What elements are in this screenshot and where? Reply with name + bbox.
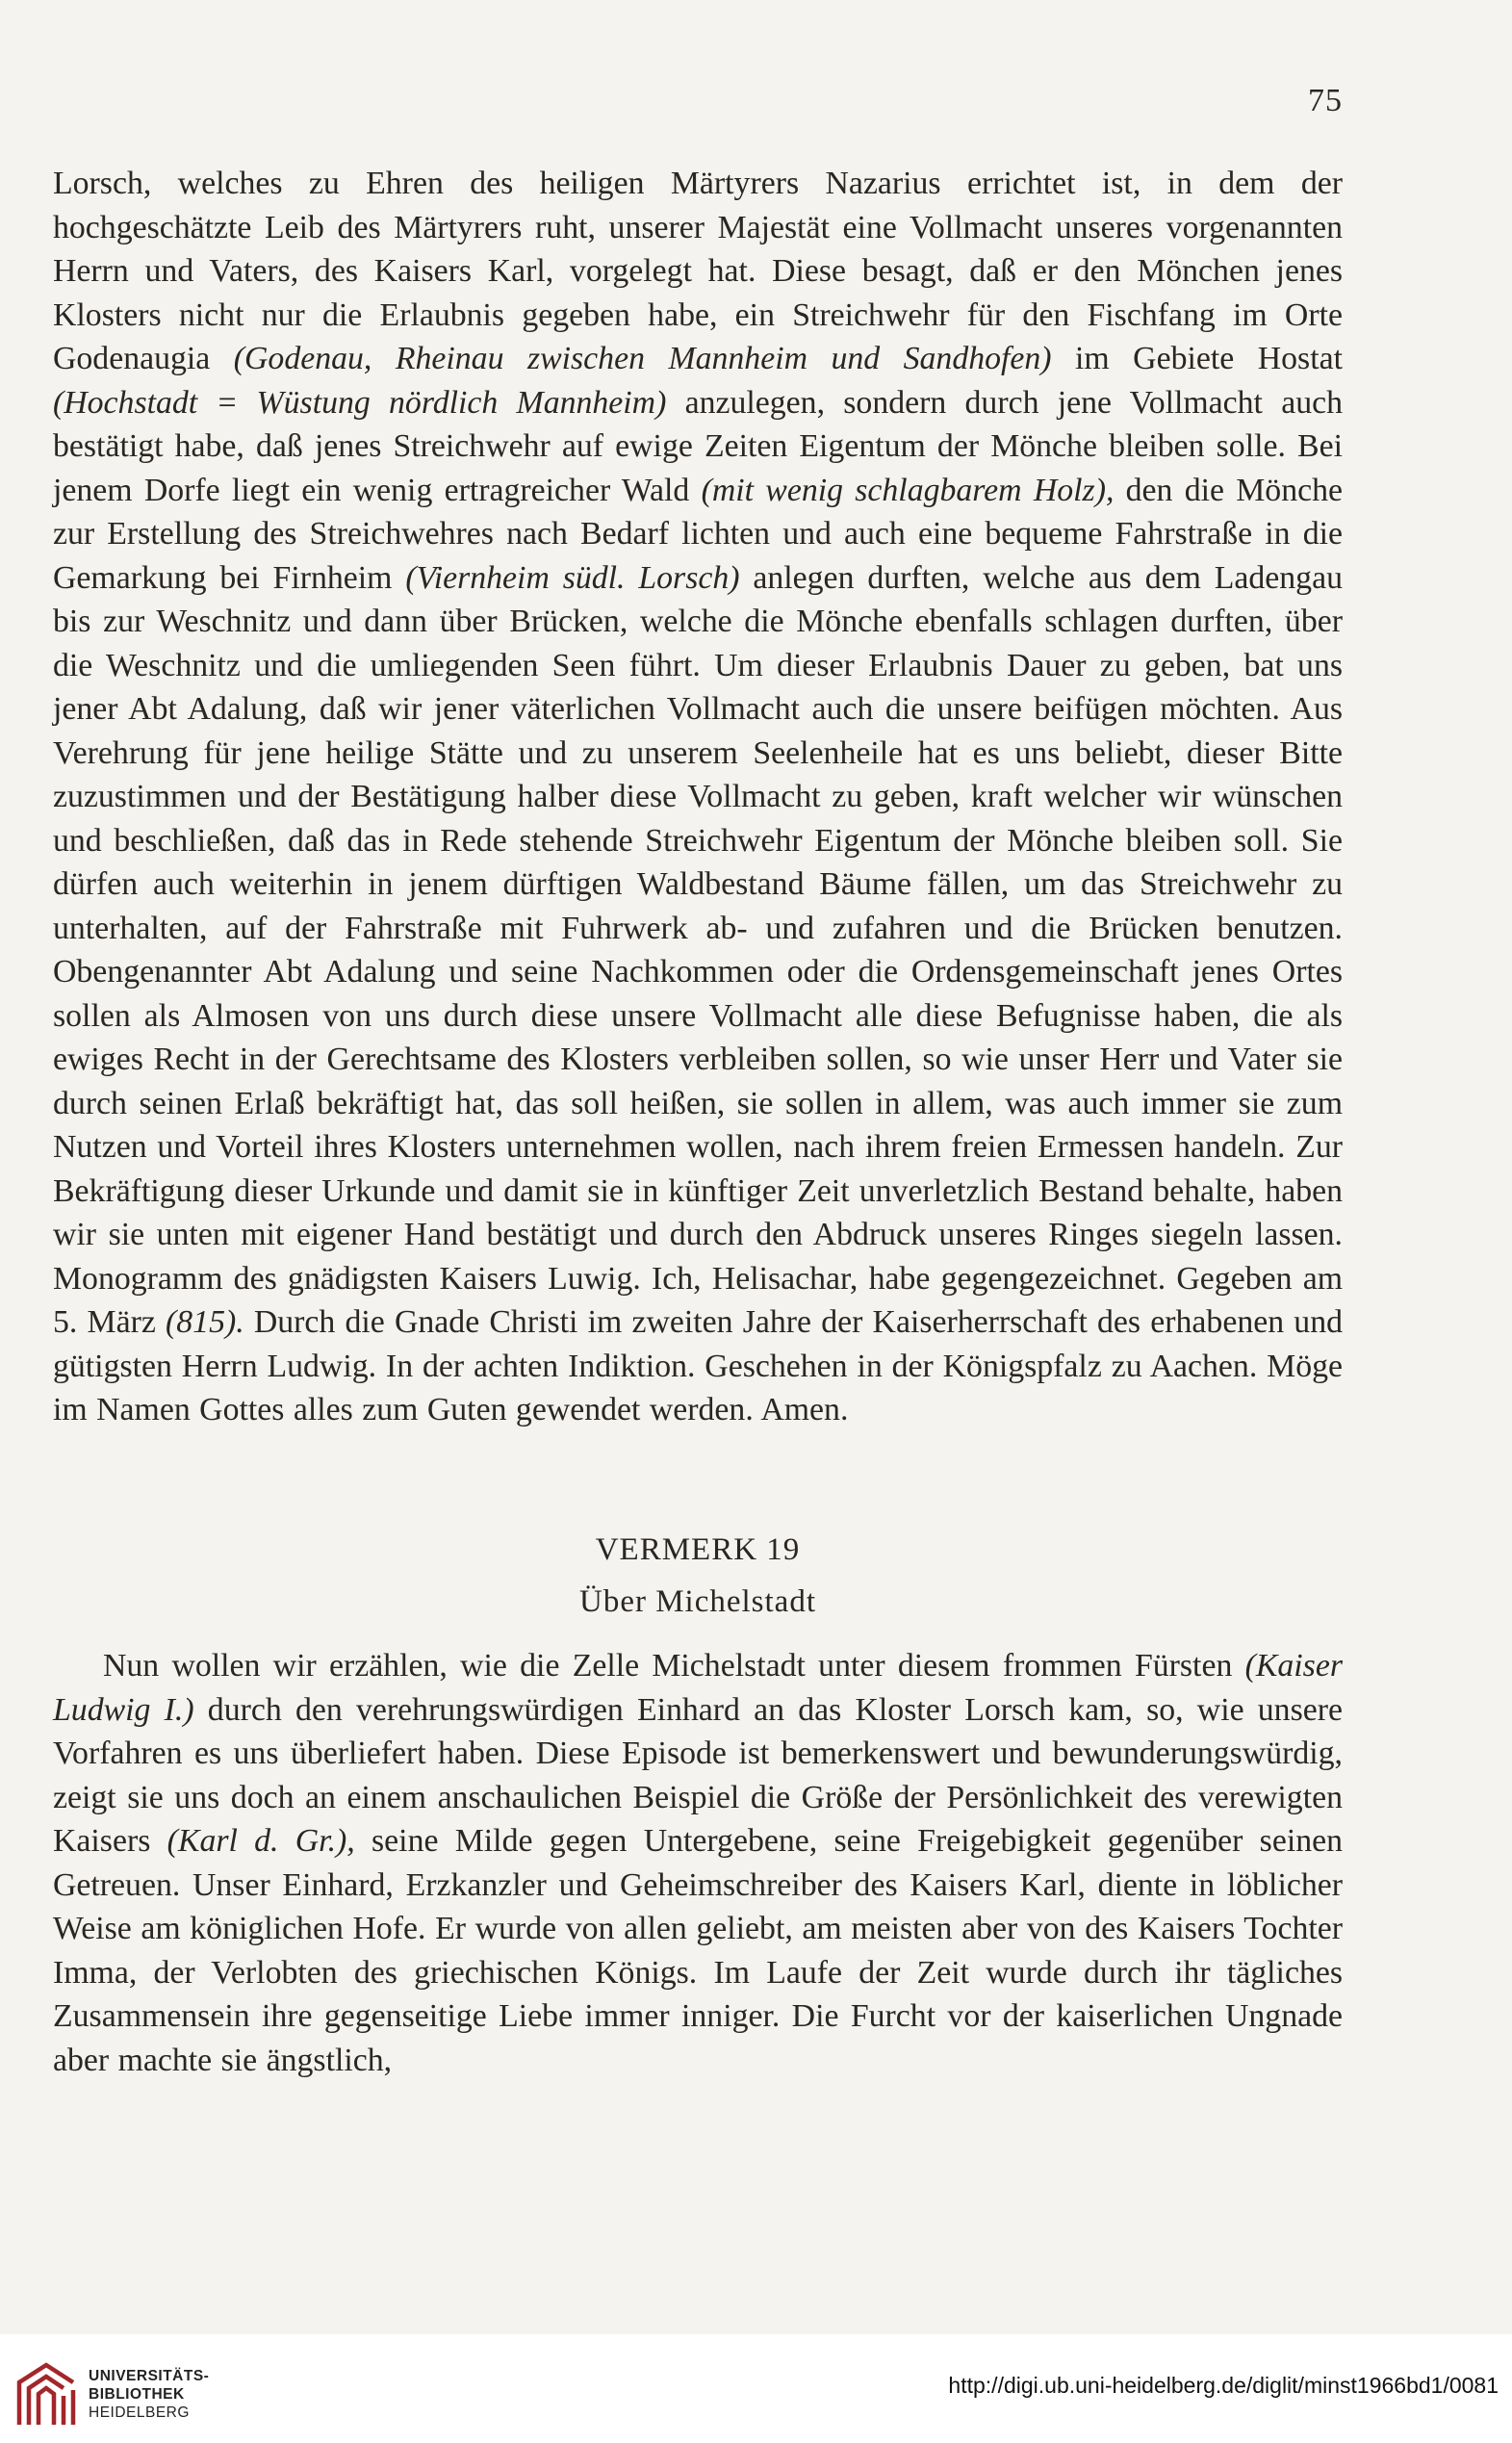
paragraph-text [53,1644,1343,2082]
text-run: Nun wollen wir erzählen, wie die Zelle Michelstadt unter diesem frommen Fürsten [103,1648,1245,1684]
library-name-line: BIBLIOTHEK [89,2386,185,2403]
library-name-line: UNIVERSITÄTS- [89,2368,210,2384]
italic-annotation: (Karl d. Gr.), [167,1823,355,1859]
text-run: seine Milde gegen Untergebene, seine Freigebigkeit gegenüber seinen Getreuen. Unser Einhard, Erzkanzler und Geheimschreiber des Kaisers Karl, diente in löblicher Weise am königlichen Hofe. Er wurde von allen geliebt, am meisten aber von des Kaisers Tochter Imma, der Verlobten des griechischen Königs. Im Laufe der Zeit wurde durch ihr tägliches Zusammensein ihre gegenseitige Liebe immer inniger. Die Furcht vor der kaiserlichen Ungnade aber machte sie ängstlich, [53,1823,1344,2078]
text-run: anlegen durften, welche aus dem Ladengau bis zur Weschnitz und dann über Brücken, welche die Mönche ebenfalls schlagen durften, über die Weschnitz und die umliegenden Seen führt. Um dieser Erlaubnis Dauer zu geben, bat uns jener Abt Adalung, daß wir jener väterlichen Vollmacht auch die unsere beifügen möchten. Aus Verehrung für jene heilige Stätte und zu unserem Seelenheile hat es uns beliebt, dieser Bitte zuzustimmen und der Bestätigung halber diese Vollmacht zu geben, kraft welcher wir wünschen und beschließen, daß das in Rede stehende Streichwehr Eigentum der Mönche bleiben soll. Sie dürfen auch weiterhin in jenem dürftigen Waldbestand Bäume fällen, um das Streichwehr zu unterhalten, auf der Fahrstraße mit Fuhrwerk ab- und zufahren und die Brücken benutzen. Obengenannter Abt Adalung und seine Nachkommen oder die Ordensgemeinschaft jenes Ortes sollen als Almosen von uns durch diese unsere Vollmacht alle diese Befugnisse haben, die als ewiges Recht in der Gerechtsame des Klosters verbleiben sollen, so wie unser Herr und Vater sie durch seinen Erlaß bekräftigt hat, das soll heißen, sie sollen in allem, was auch immer sie zum Nutzen und Vorteil ihres Klosters unternehmen wollen, nach ihrem freien Ermessen handeln. Zur Bekräftigung dieser Urkunde und damit sie in künftiger Zeit unverletzlich Bestand behalte, haben wir sie unten mit eigener Hand bestätigt und durch den Abdruck unseres Ringes siegeln lassen. Monogramm des gnädigsten Kaisers Luwig. Ich, Helisachar, habe gegengezeichnet. Gegeben am 5. März [53,559,1343,1340]
text-run: anzulegen, sondern durch jene Vollmacht auch bestätigt habe, daß jenes Streichwehr auf ewige Zeiten Eigentum der Mönche bleiben solle. Bei jenem Dorfe liegt ein wenig ertragreicher Wald [53,384,1343,508]
text-run: den die Mönche zur Erstellung des Streichwehres nach Bedarf lichten und auch eine bequeme Fahrstraße in die Gemarkung bei Firnheim [53,472,1343,596]
section-heading: VERMERK 19 [595,1532,801,1567]
italic-annotation: (Viernheim südl. Lorsch) [405,559,740,596]
italic-annotation: (mit wenig schlagbarem Holz), [701,472,1115,508]
page-number: 75 [1308,83,1343,118]
text-run: durch den verehrungswürdigen Einhard an das Kloster Lorsch kam, so, wie unsere Vorfahren es uns überliefert haben. Diese Episode ist bemerkenswert und bewunderungswürdig, zeigt sie uns doch an einem anschaulichen Beispiel die Größe der Persönlichkeit des verewigten Kaisers [53,1691,1343,1859]
text-run: Lorsch, welches zu Ehren des heiligen Märtyrers Nazarius errichtet ist, in dem der hochgeschätzte Leib des Märtyrers ruht, unserer Majestät eine Vollmacht unseres vorgenannten Herrn und Vaters, des Kaisers Karl, vorgelegt hat. Diese besagt, daß er den Mönchen jenes Klosters nicht nur die Erlaubnis gegeben habe, ein Streichwehr für den Fischfang im Orte Godenaugia [53,166,1343,376]
ub-heidelberg-logo-icon [13,2357,79,2430]
body-paragraph-1 [53,162,1343,1432]
italic-annotation: (Hochstadt = Wüstung nördlich Mannheim) [53,384,667,421]
text-run: im Gebiete Hostat [1051,341,1343,376]
italic-annotation: (Godenau, Rheinau zwischen Mannheim und Sandhofen) [233,341,1052,376]
source-url-link[interactable]: http://digi.ub.uni-heidelberg.de/diglit/minst1966bd1/0081 [948,2373,1499,2398]
footer-bar [0,2334,1512,2443]
italic-annotation: (Kaiser Ludwig I.) [53,1648,1343,1728]
body-paragraph-2 [53,1644,1343,2082]
paragraph-text [53,162,1343,1432]
italic-annotation: (815). [166,1304,244,1340]
section-subtitle: Über Michelstadt [578,1584,817,1619]
library-name-line: HEIDELBERG [89,2404,190,2421]
library-name [89,2367,209,2422]
text-run: Durch die Gnade Christi im zweiten Jahre der Kaiserherrschaft des erhabenen und gütigsten Herrn Ludwig. In der achten Indiktion. Geschehen in der Königspfalz zu Aachen. Möge im Namen Gottes alles zum Guten gewendet werden. Amen. [53,1304,1343,1427]
